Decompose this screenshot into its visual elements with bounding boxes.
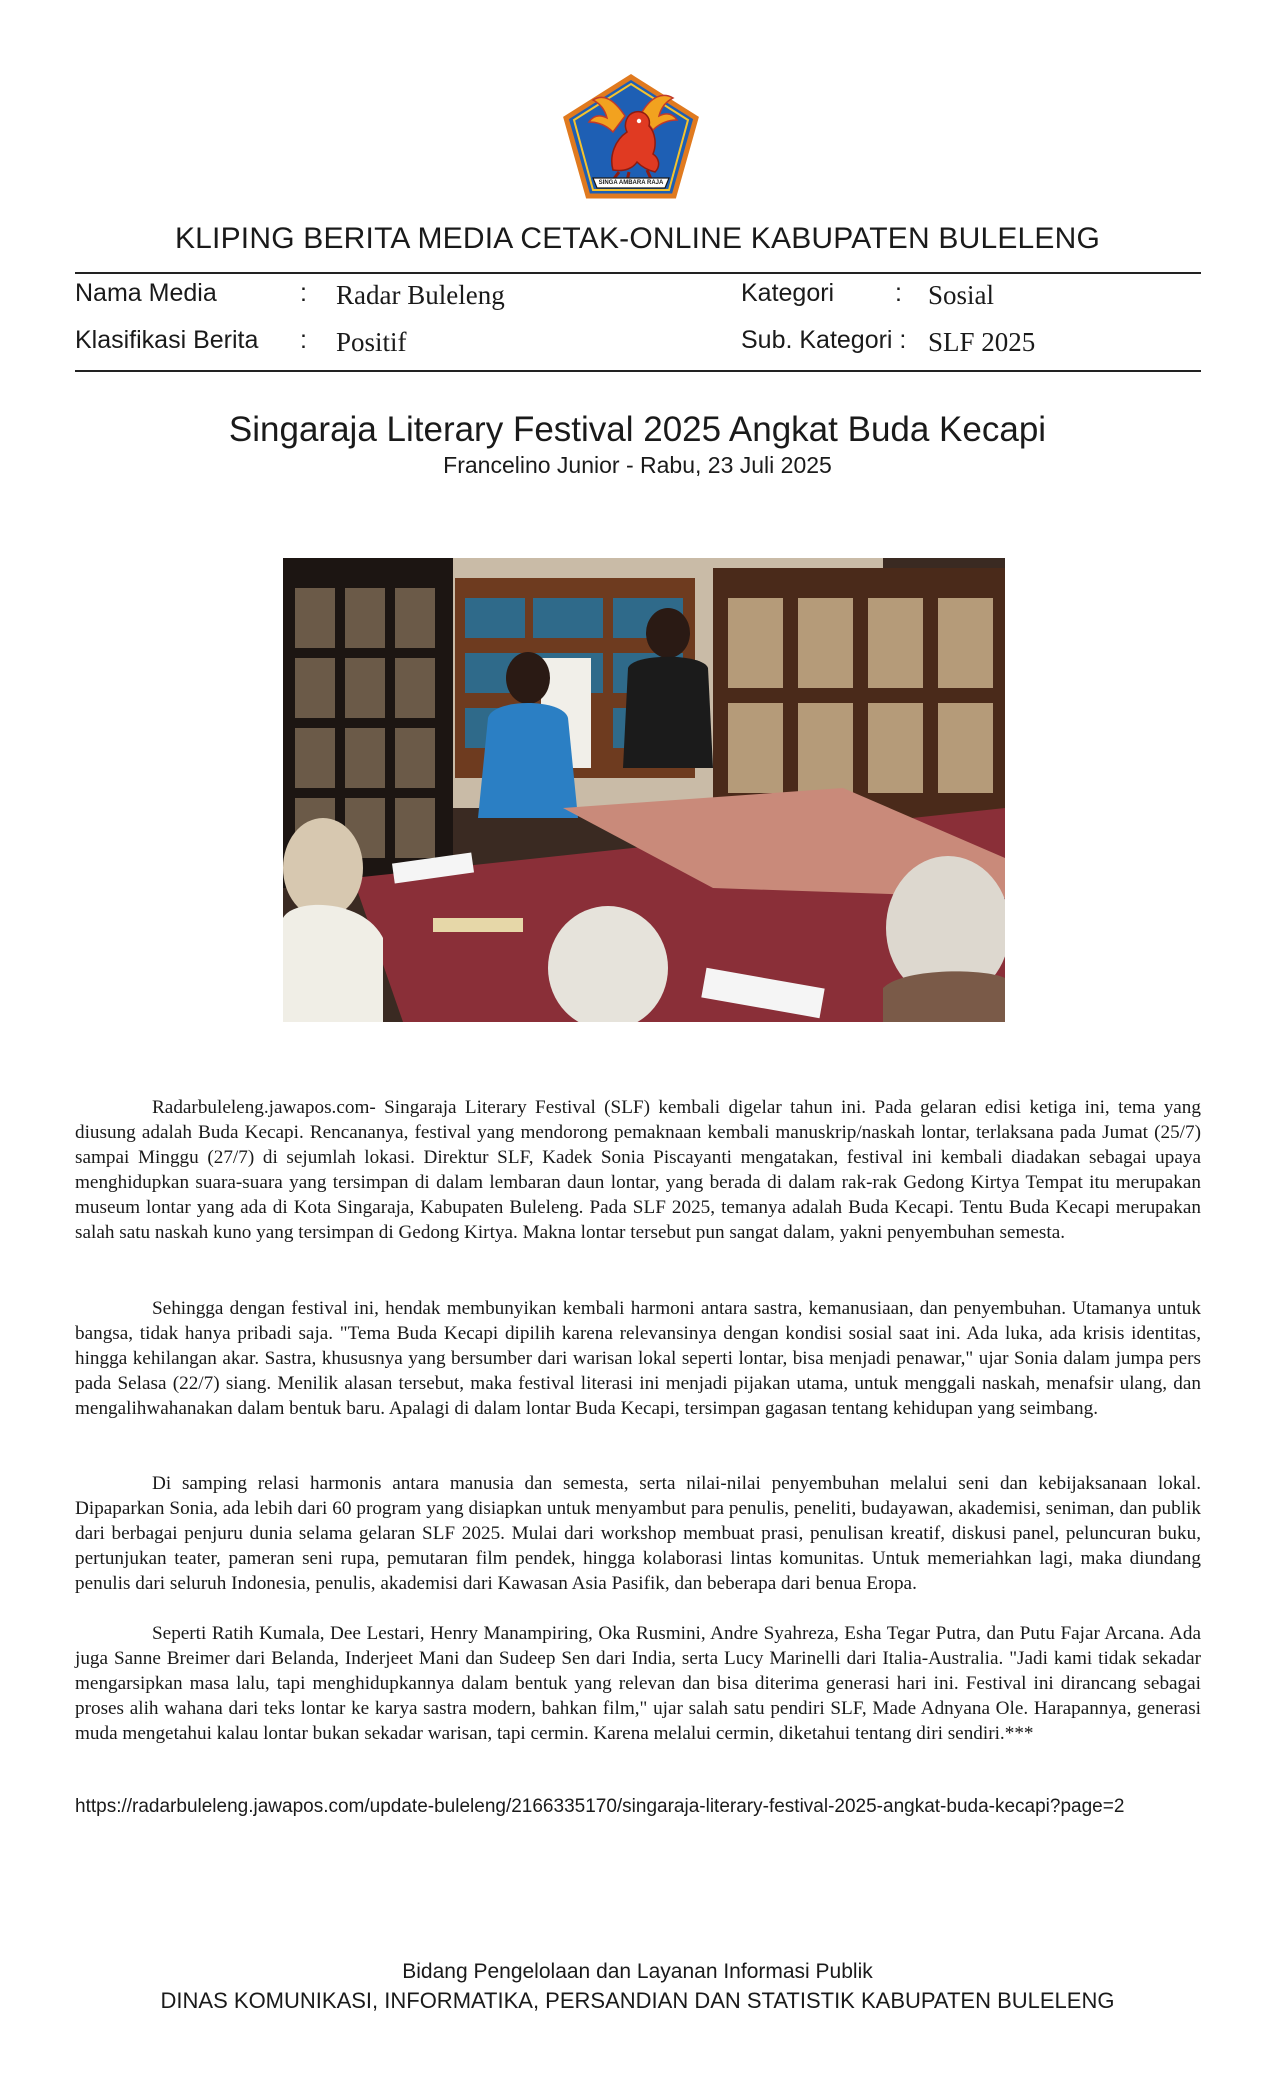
footer-agency: DINAS KOMUNIKASI, INFORMATIKA, PERSANDIAN DAN STATISTIK KABUPATEN BULELENG bbox=[160, 1988, 1115, 2013]
buleleng-emblem-icon bbox=[563, 74, 699, 200]
article-paragraph-2: Sehingga dengan festival ini, hendak membunyikan kembali harmoni antara sastra, kemanusiaan, dan penyembuhan. Utamanya untuk bangsa, tidak hanya pribadi saja. "Tema Buda Kecapi dipilih karena relevansinya dengan kondisi sosial saat ini. Ada luka, ada krisis identitas, hingga kehilangan akar. Sastra, khususnya yang bersumber dari warisan lokal seperti lontar, bisa menjadi penawar," ujar Sonia dalam jumpa pers pada Selasa (22/7) siang. Menilik alasan tersebut, maka festival literasi ini menjadi pijakan utama, untuk menggali naskah, menafsir ulang, dan mengalihwahanakan dalam bentuk baru. Apalagi di dalam lontar Buda Kecapi, tersimpan gagasan tentang kehidupan yang seimbang. bbox=[75, 1298, 1201, 1419]
emblem-motto: SINGA AMBARA RAJA bbox=[598, 180, 664, 186]
clipping-header-title: KLIPING BERITA MEDIA CETAK-ONLINE KABUPATEN BULELENG bbox=[174, 222, 1101, 255]
footer-department: Bidang Pengelolaan dan Layanan Informasi Publik bbox=[402, 1960, 873, 1983]
classification-label: Klasifikasi Berita bbox=[75, 326, 259, 354]
category-value: Sosial bbox=[928, 280, 995, 310]
category-label: Kategori bbox=[741, 279, 835, 307]
article-title: Singaraja Literary Festival 2025 Angkat Buda Kecapi bbox=[228, 410, 1047, 449]
media-colon: : bbox=[300, 279, 307, 307]
article-paragraph-1: Radarbuleleng.jawapos.com- Singaraja Literary Festival (SLF) kembali digelar tahun ini. Pada gelaran edisi ketiga ini, tema yang diusung adalah Buda Kecapi. Rencananya, festival yang mendorong pemaknaan kembali manuskrip/naskah lontar, terlaksana pada Jumat (25/7) sampai Minggu (27/7) di sejumlah lokasi. Direktur SLF, Kadek Sonia Piscayanti mengatakan, festival ini kembali diadakan sebagai upaya menghidupkan suara-suara yang tersimpan di dalam lembaran daun lontar, yang berada di dalam rak-rak Gedong Kirtya Tempat itu merupakan museum lontar yang ada di Kota Singaraja, Kabupaten Buleleng. Pada SLF 2025, temanya adalah Buda Kecapi. Tentu Buda Kecapi merupakan salah satu naskah kuno yang tersimpan di Gedong Kirtya. Makna lontar tersebut pun sangat dalam, yakni penyembuhan semesta. bbox=[75, 1097, 1201, 1243]
festival-discussion-photo bbox=[283, 558, 1005, 1022]
article-paragraph-4: Seperti Ratih Kumala, Dee Lestari, Henry Manampiring, Oka Rusmini, Andre Syahreza, Esha Tegar Putra, dan Putu Fajar Arcana. Ada juga Sanne Breimer dari Belanda, Inderjeet Mani dan Sudeep Sen dari India, serta Lucy Marinelli dari Italia-Australia. "Jadi kami tidak sekadar mengarsipkan masa lalu, tapi menghidupkannya dalam bentuk yang relevan dan bisa diterima generasi hari ini. Festival ini dirancang sebagai proses alih wahana dari teks lontar ke karya sastra modern, bahkan film," ujar salah satu pendiri SLF, Made Adnyana Ole. Harapannya, generasi muda mengetahui kalau lontar bukan sekadar warisan, tapi cermin. Karena melalui cermin, diketahui tentang diri sendiri.*** bbox=[75, 1623, 1201, 1744]
subcategory-value: SLF 2025 bbox=[928, 327, 1036, 357]
article-paragraph-3: Di samping relasi harmonis antara manusia dan semesta, serta nilai-nilai penyembuhan melalui seni dan kebijaksanaan lokal. Dipaparkan Sonia, ada lebih dari 60 program yang disiapkan untuk menyambut para penulis, peneliti, budayawan, akademisi, seniman, dan publik dari berbagai penjuru dunia selama gelaran SLF 2025. Mulai dari workshop membuat prasi, penulisan kreatif, diskusi panel, peluncuran buku, pertunjukan teater, pameran seni rupa, pemutaran film pendek, hingga kolaborasi lintas komunitas. Untuk memeriahkan lagi, maka diundang penulis dari seluruh Indonesia, penulis, akademisi dari Kawasan Asia Pasifik, dan beberapa dari benua Eropa. bbox=[75, 1473, 1201, 1594]
classification-value: Positif bbox=[336, 327, 407, 357]
media-label: Nama Media bbox=[75, 279, 217, 307]
source-link[interactable]: https://radarbuleleng.jawapos.com/update-buleleng/2166335170/singaraja-literary-festival-2025-angkat-buda-kecapi?page=2 bbox=[75, 1796, 1125, 1817]
classification-colon: : bbox=[300, 326, 307, 354]
header-divider-bottom bbox=[75, 370, 1201, 372]
category-colon: : bbox=[895, 279, 902, 307]
header-divider-top bbox=[75, 272, 1201, 274]
subcategory-label: Sub. Kategori : bbox=[741, 326, 907, 354]
article-byline: Francelino Junior - Rabu, 23 Juli 2025 bbox=[443, 452, 832, 478]
media-value: Radar Buleleng bbox=[336, 280, 505, 310]
